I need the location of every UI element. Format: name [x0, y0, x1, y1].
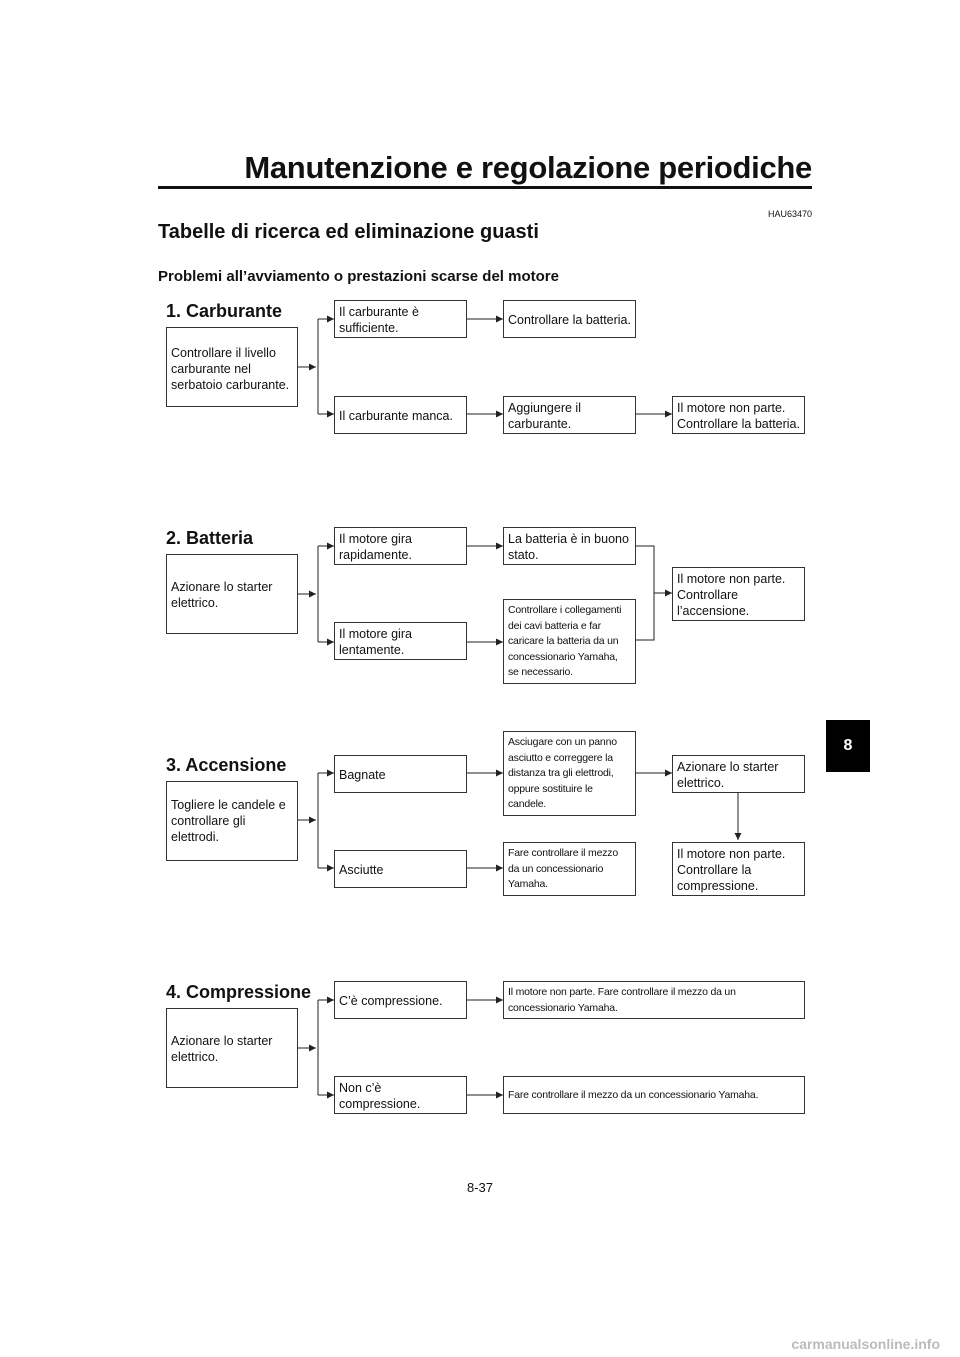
batteria-yes-box: Il motore gira rapidamente.: [334, 527, 467, 565]
accensione-final-result-box: Il motore non parte. Controllare la compressione.: [672, 842, 805, 896]
carburante-yes-action-box: Controllare la batteria.: [503, 300, 636, 338]
compressione-yes-box: C’è compressione.: [334, 981, 467, 1019]
accensione-start-box: Togliere le candele e controllare gli elettrodi.: [166, 781, 298, 861]
accensione-yes-box: Bagnate: [334, 755, 467, 793]
chapter-tab: 8: [826, 720, 870, 772]
batteria-result-box: Il motore non parte. Controllare l’accensione.: [672, 567, 805, 621]
compressione-yes-action-box: Il motore non parte. Fare controllare il mezzo da un concessionario Yamaha.: [503, 981, 805, 1019]
page-number: 8-37: [466, 1180, 494, 1195]
carburante-no-result-box: Il motore non parte. Controllare la batteria.: [672, 396, 805, 434]
compressione-no-action-box: Fare controllare il mezzo da un concessionario Yamaha.: [503, 1076, 805, 1114]
batteria-no-action-box: Controllare i collegamenti dei cavi batteria e far caricare la batteria da un concessionario Yamaha, se necessario.: [503, 599, 636, 684]
carburante-yes-box: Il carburante è sufficiente.: [334, 300, 467, 338]
batteria-yes-action-box: La batteria è in buono stato.: [503, 527, 636, 565]
compressione-start-box: Azionare lo starter elettrico.: [166, 1008, 298, 1088]
carburante-start-box: Controllare il livello carburante nel serbatoio carburante.: [166, 327, 298, 407]
page-header-title: Manutenzione e regolazione periodiche: [244, 150, 812, 185]
accensione-no-box: Asciutte: [334, 850, 467, 888]
carburante-no-action-box: Aggiungere il carburante.: [503, 396, 636, 434]
section-subheading: Problemi all’avviamento o prestazioni scarse del motore: [158, 268, 559, 285]
accensione-yes-result-box: Azionare lo starter elettrico.: [672, 755, 805, 793]
accensione-yes-action-box: Asciugare con un panno asciutto e correggere la distanza tra gli elettrodi, oppure sostituire le candele.: [503, 731, 636, 816]
reference-code: HAU63470: [767, 209, 812, 219]
accensione-no-action-box: Fare controllare il mezzo da un concessionario Yamaha.: [503, 842, 636, 896]
section-heading: Tabelle di ricerca ed eliminazione guasti: [158, 221, 539, 243]
section-title-batteria: 2. Batteria: [166, 528, 254, 548]
section-title-carburante: 1. Carburante: [166, 301, 283, 321]
compressione-no-box: Non c’è compressione.: [334, 1076, 467, 1114]
section-title-compressione: 4. Compressione: [166, 982, 312, 1002]
section-title-accensione: 3. Accensione: [166, 755, 287, 775]
batteria-start-box: Azionare lo starter elettrico.: [166, 554, 298, 634]
carburante-no-box: Il carburante manca.: [334, 396, 467, 434]
watermark: carmanualsonline.info: [791, 1336, 940, 1352]
batteria-no-box: Il motore gira lentamente.: [334, 622, 467, 660]
